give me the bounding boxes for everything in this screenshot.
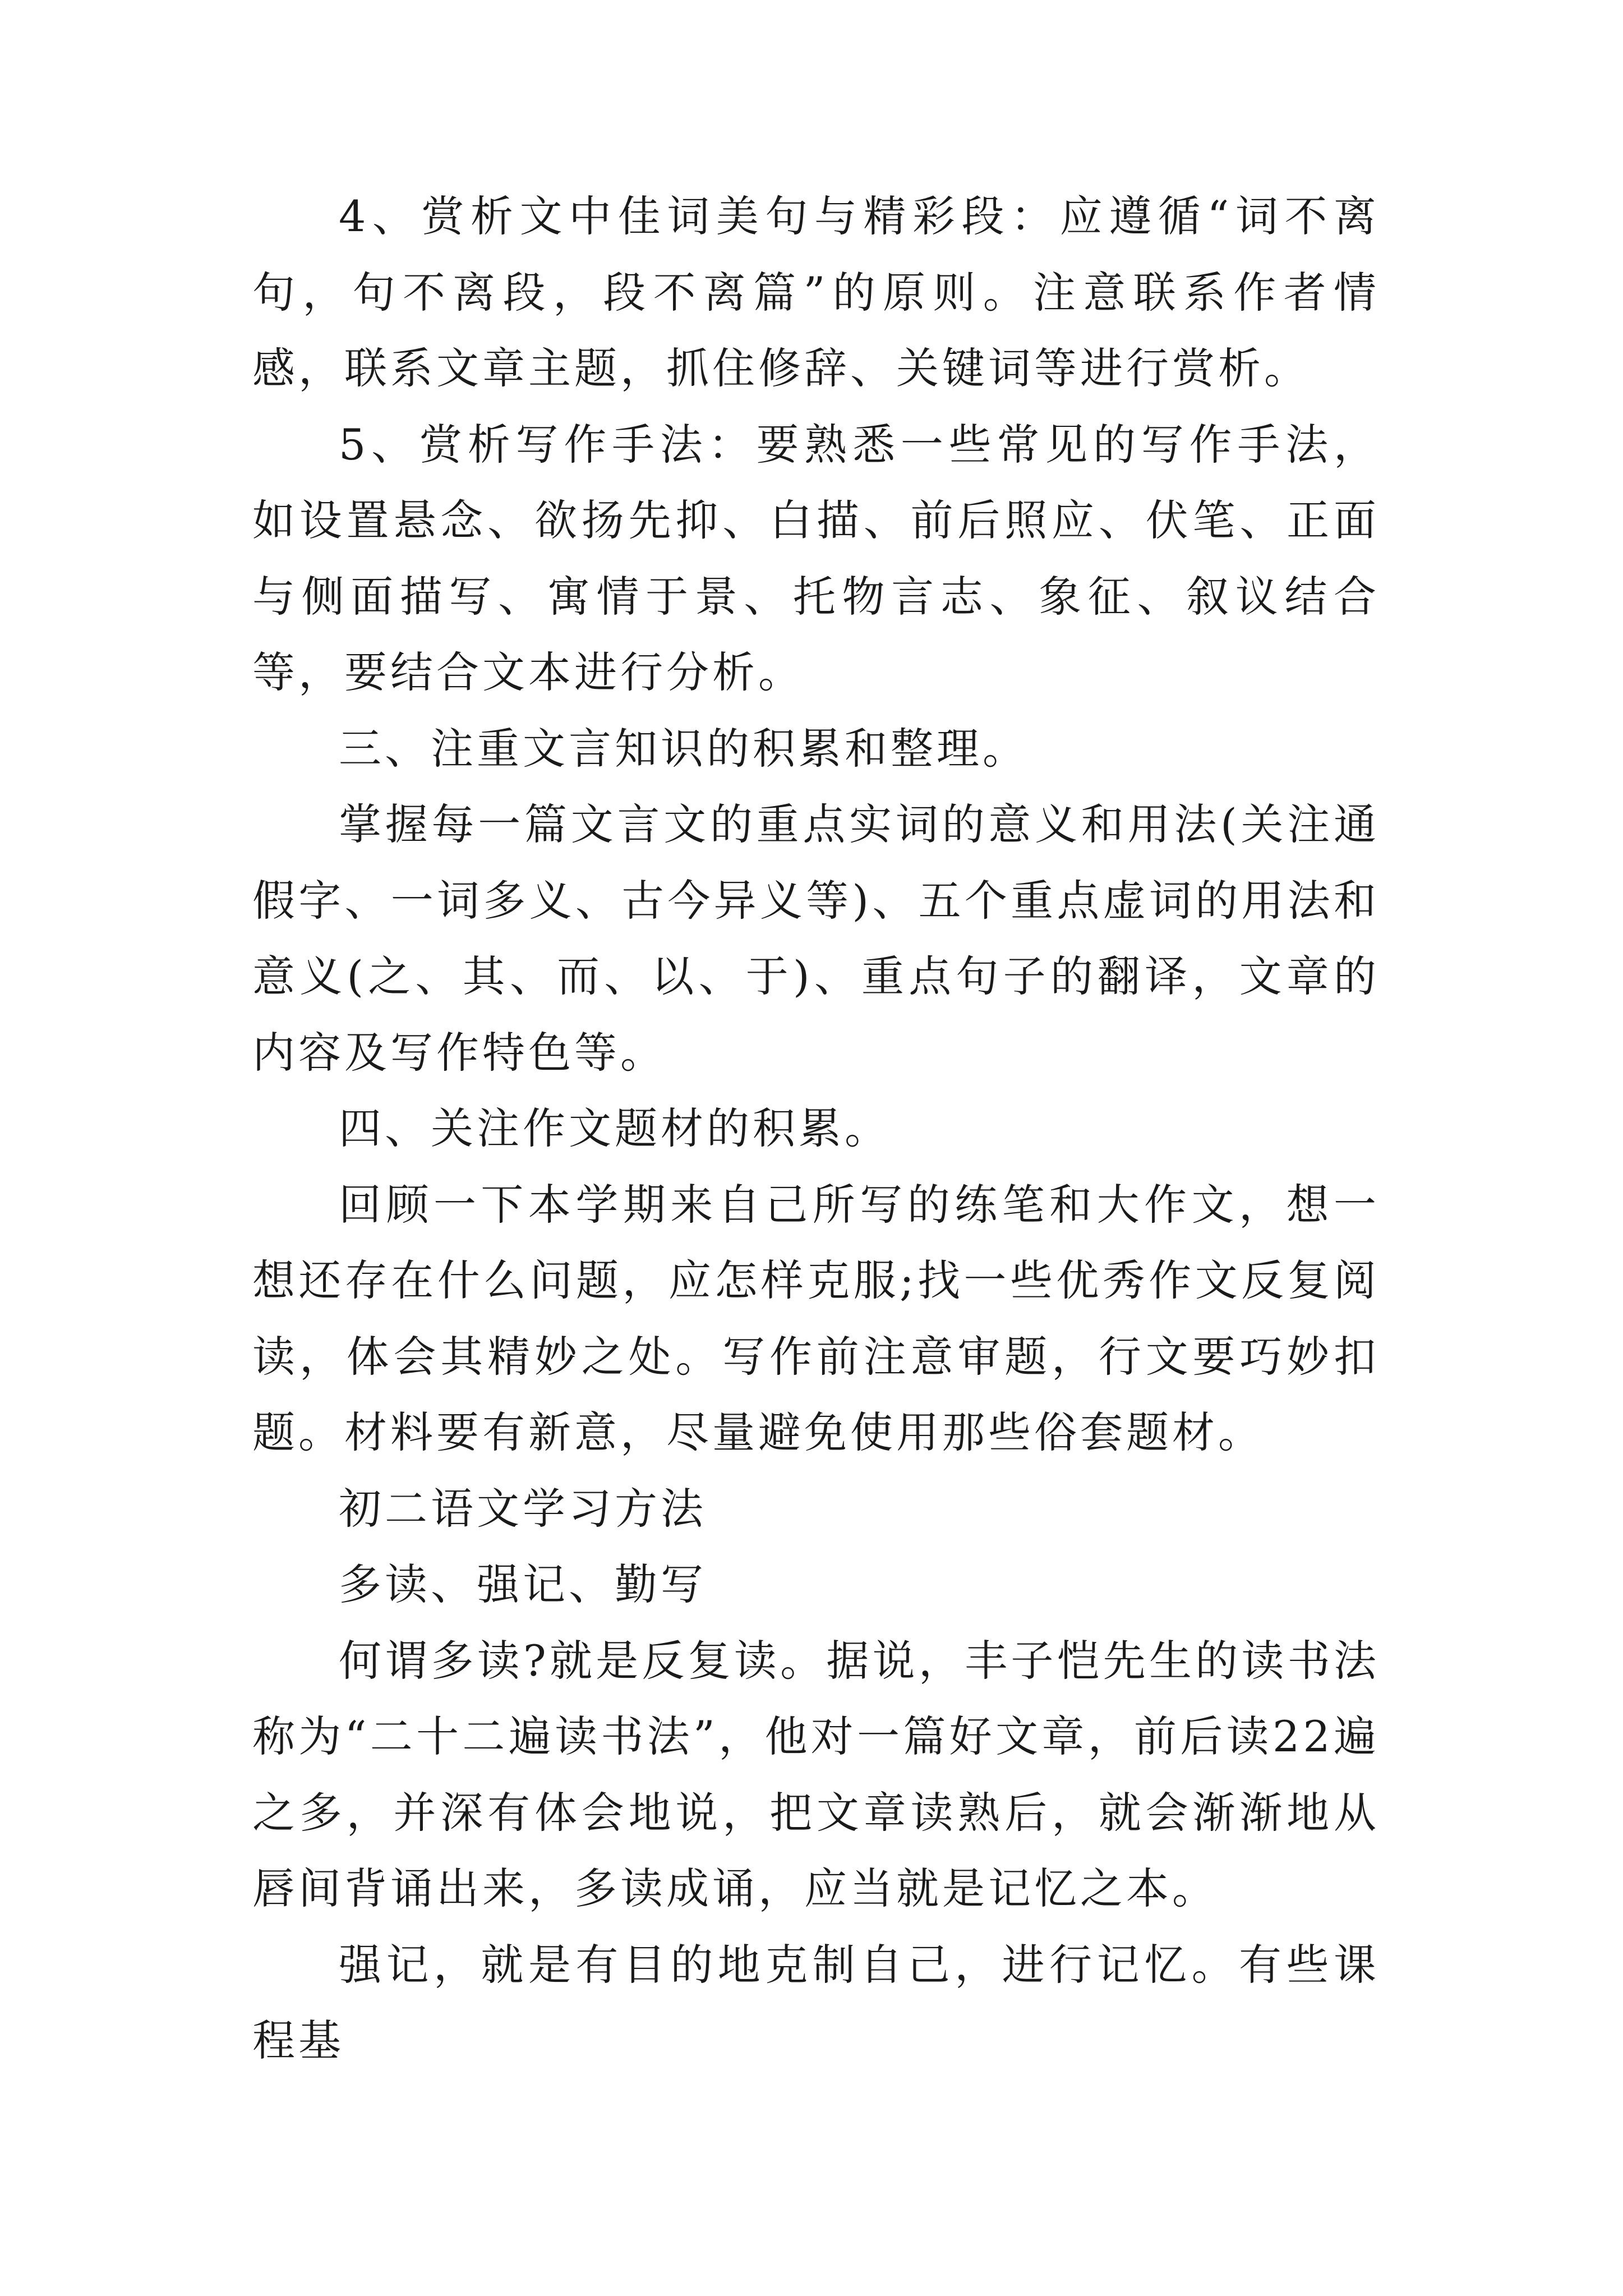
heading-composition-material: 四、关注作文题材的积累。 xyxy=(339,1103,891,1153)
paragraph-classical-chinese: 掌握每一篇文言文的重点实词的意义和用法(关注通假字、一词多义、古今异义等)、五个重点虚词的用法和意义(之、其、而、以、于)、重点句子的翻译，文章的内容及写作特色等。 xyxy=(252,799,1380,1078)
paragraph-writing-techniques: 5、赏析写作手法：要熟悉一些常见的写作手法，如设置悬念、欲扬先抑、白描、前后照应、伏笔、正面与侧面描写、寓情于景、托物言志、象征、叙议结合等，要结合文本进行分析。 xyxy=(252,419,1380,697)
document-body xyxy=(252,178,1380,2079)
paragraph-appreciate-sentences: 4、赏析文中佳词美句与精彩段：应遵循“词不离句，句不离段，段不离篇”的原则。注意联系作者情感，联系文章主题，抓住修辞、关键词等进行赏析。 xyxy=(252,191,1380,393)
paragraph-read-more: 何谓多读?就是反复读。据说，丰子恺先生的读书法称为“二十二遍读书法”，他对一篇好文章，前后读22遍之多，并深有体会地说，把文章读熟后，就会渐渐地从唇间背诵出来，多读成诵，应当就是记忆之本。 xyxy=(252,1635,1380,1913)
subheading-read-remember-write: 多读、强记、勤写 xyxy=(339,1559,707,1609)
paragraph-strong-memory: 强记，就是有目的地克制自己，进行记忆。有些课程基 xyxy=(252,1939,1380,2065)
heading-classical-chinese: 三、注重文言知识的积累和整理。 xyxy=(339,723,1029,774)
heading-study-method: 初二语文学习方法 xyxy=(339,1483,707,1534)
paragraph-composition-material: 回顾一下本学期来自己所写的练笔和大作文，想一想还存在什么问题，应怎样克服;找一些优秀作文反复阅读，体会其精妙之处。写作前注意审题，行文要巧妙扣题。材料要有新意，尽量避免使用那些俗套题材。 xyxy=(252,1179,1380,1457)
